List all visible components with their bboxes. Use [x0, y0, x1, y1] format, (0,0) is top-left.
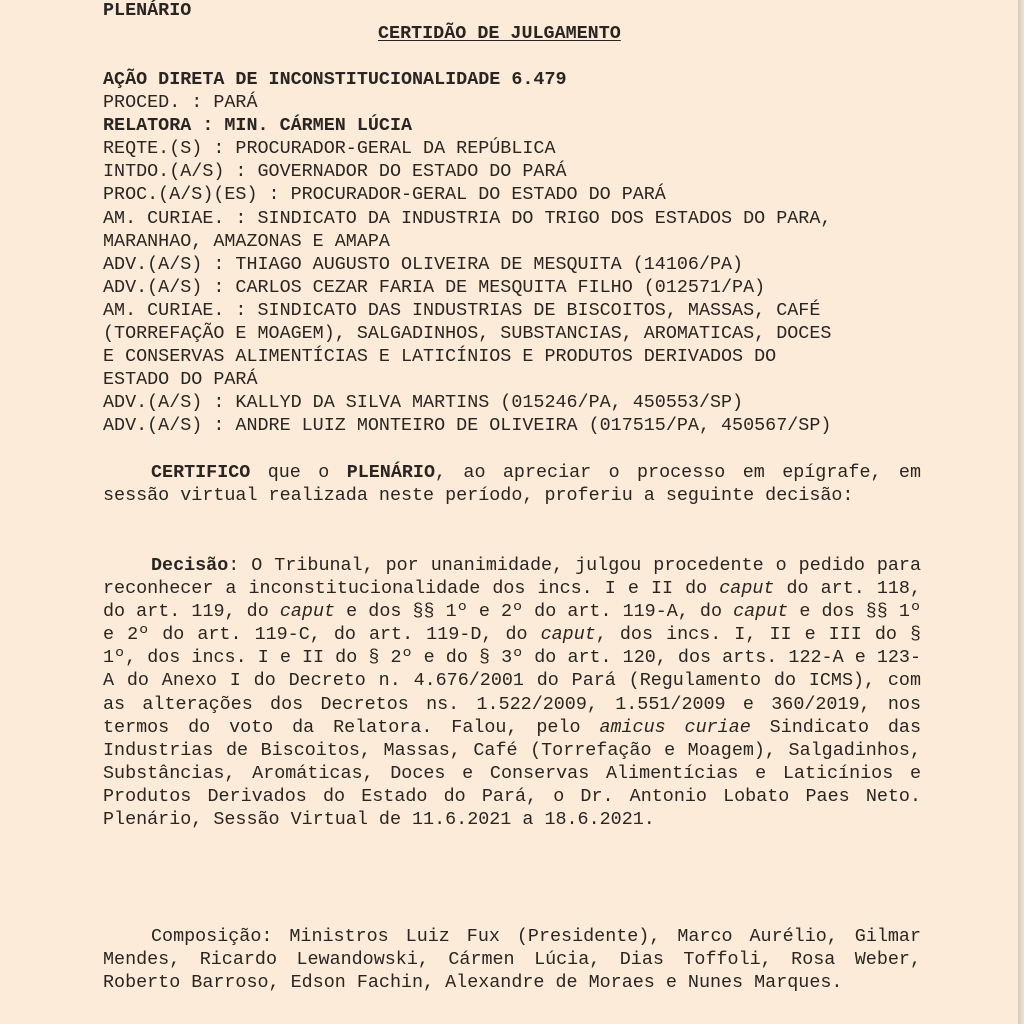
reqte-line: REQTE.(S) : PROCURADOR-GERAL DA REPÚBLICA — [103, 138, 556, 160]
amicus2-line: (TORREFAÇÃO E MOAGEM), SALGADINHOS, SUBSTANCIAS, AROMATICAS, DOCES — [103, 323, 832, 345]
decisao-label: Decisão — [151, 555, 229, 576]
proc-line: PROC.(A/S)(ES) : PROCURADOR-GERAL DO ESTADO DO PARÁ — [103, 184, 666, 206]
certifico-paragraph — [103, 461, 921, 507]
caput-term: caput — [279, 601, 336, 623]
court-heading: PLENÁRIO — [103, 0, 192, 21]
decisao-text: do art. 118, do art. 119, do — [103, 578, 921, 623]
decisao-text: e dos §§ 1º e 2º do art. 119-C, do art. 119-D, do — [103, 601, 921, 646]
adv-line: ADV.(A/S) : ANDRE LUIZ MONTEIRO DE OLIVEIRA (017515/PA, 450567/SP) — [103, 415, 832, 437]
plenario-label: PLENÁRIO — [346, 462, 435, 483]
intdo-line: INTDO.(A/S) : GOVERNADOR DO ESTADO DO PARÁ — [103, 161, 567, 183]
composicao-text: Composição: Ministros Luiz Fux (Presidente), Marco Aurélio, Gilmar Mendes, Ricardo Lewandowski, Cármen Lúcia, Dias Toffoli, Rosa Weber, Roberto Barroso, Edson Fachin, Alexandre de Moraes e Nunes Marques. — [103, 926, 921, 994]
decisao-text: e dos §§ 1º e 2º do art. 119-A, do — [335, 601, 734, 623]
action-title: AÇÃO DIRETA DE INCONSTITUCIONALIDADE 6.479 — [103, 69, 567, 90]
amicus-curiae-term: amicus curiae — [599, 716, 751, 738]
amicus2-line: E CONSERVAS ALIMENTÍCIAS E LATICÍNIOS E PRODUTOS DERIVADOS DO — [103, 346, 777, 368]
adv-line: ADV.(A/S) : KALLYD DA SILVA MARTINS (015246/PA, 450553/SP) — [103, 392, 744, 414]
adv-line: ADV.(A/S) : THIAGO AUGUSTO OLIVEIRA DE MESQUITA (14106/PA) — [103, 253, 744, 275]
decisao-text: : O Tribunal, por unanimidade, julgou procedente o pedido para reconhecer a inconstitucionalidade dos incs. I e II do — [103, 555, 921, 600]
decisao-text: , dos incs. I, II e III do § 1º, dos incs. I e II do § 2º e do § 3º do art. 120, dos arts. 122-A e 123-A do Anexo I do Decreto n. 4.676/2001 do Pará (Regulamento do ICMS), com as alterações dos Decretos ns. 1.522/2009, 1.551/2009 e 360/2019, nos termos do voto da Relatora. Falou, pelo — [103, 624, 922, 738]
case-metadata — [103, 68, 923, 438]
caput-term: caput — [540, 624, 596, 646]
certifico-label: CERTIFICO — [151, 462, 251, 483]
page-edge-shadow — [1018, 0, 1024, 1024]
certifico-text: , ao apreciar o processo em epígrafe, em sessão virtual realizada neste período, proferiu a seguinte decisão: — [103, 462, 921, 507]
certifico-text: que o — [250, 462, 347, 483]
decisao-paragraph — [103, 554, 921, 831]
caput-term: caput — [719, 578, 775, 600]
adv-line: ADV.(A/S) : CARLOS CEZAR FARIA DE MESQUITA FILHO (012571/PA) — [103, 276, 766, 298]
relatora-line: RELATORA : MIN. CÁRMEN LÚCIA — [103, 115, 413, 137]
amicus1-line: MARANHAO, AMAZONAS E AMAPA — [103, 230, 390, 252]
decisao-text: Sindicato das Industrias de Biscoitos, Massas, Café (Torrefação e Moagem), Salgadinhos, Substâncias, Aromáticas, Doces e Conservas Alimentícias e Laticínios e Produtos Derivados do Estado do Pará, o Dr. Antonio Lobato Paes Neto. Plenário, Sessão Virtual de 11.6.2021 a 18.6.2021. — [103, 716, 921, 831]
composicao-paragraph — [103, 925, 921, 994]
proced-line: PROCED. : PARÁ — [103, 92, 258, 114]
amicus2-line: AM. CURIAE. : SINDICATO DAS INDUSTRIAS DE BISCOITOS, MASSAS, CAFÉ — [103, 299, 821, 321]
caput-term: caput — [733, 601, 789, 623]
amicus2-line: ESTADO DO PARÁ — [103, 369, 258, 391]
amicus1-line: AM. CURIAE. : SINDICATO DA INDUSTRIA DO TRIGO DOS ESTADOS DO PARA, — [103, 207, 832, 229]
document-title: CERTIDÃO DE JULGAMENTO — [378, 23, 621, 44]
